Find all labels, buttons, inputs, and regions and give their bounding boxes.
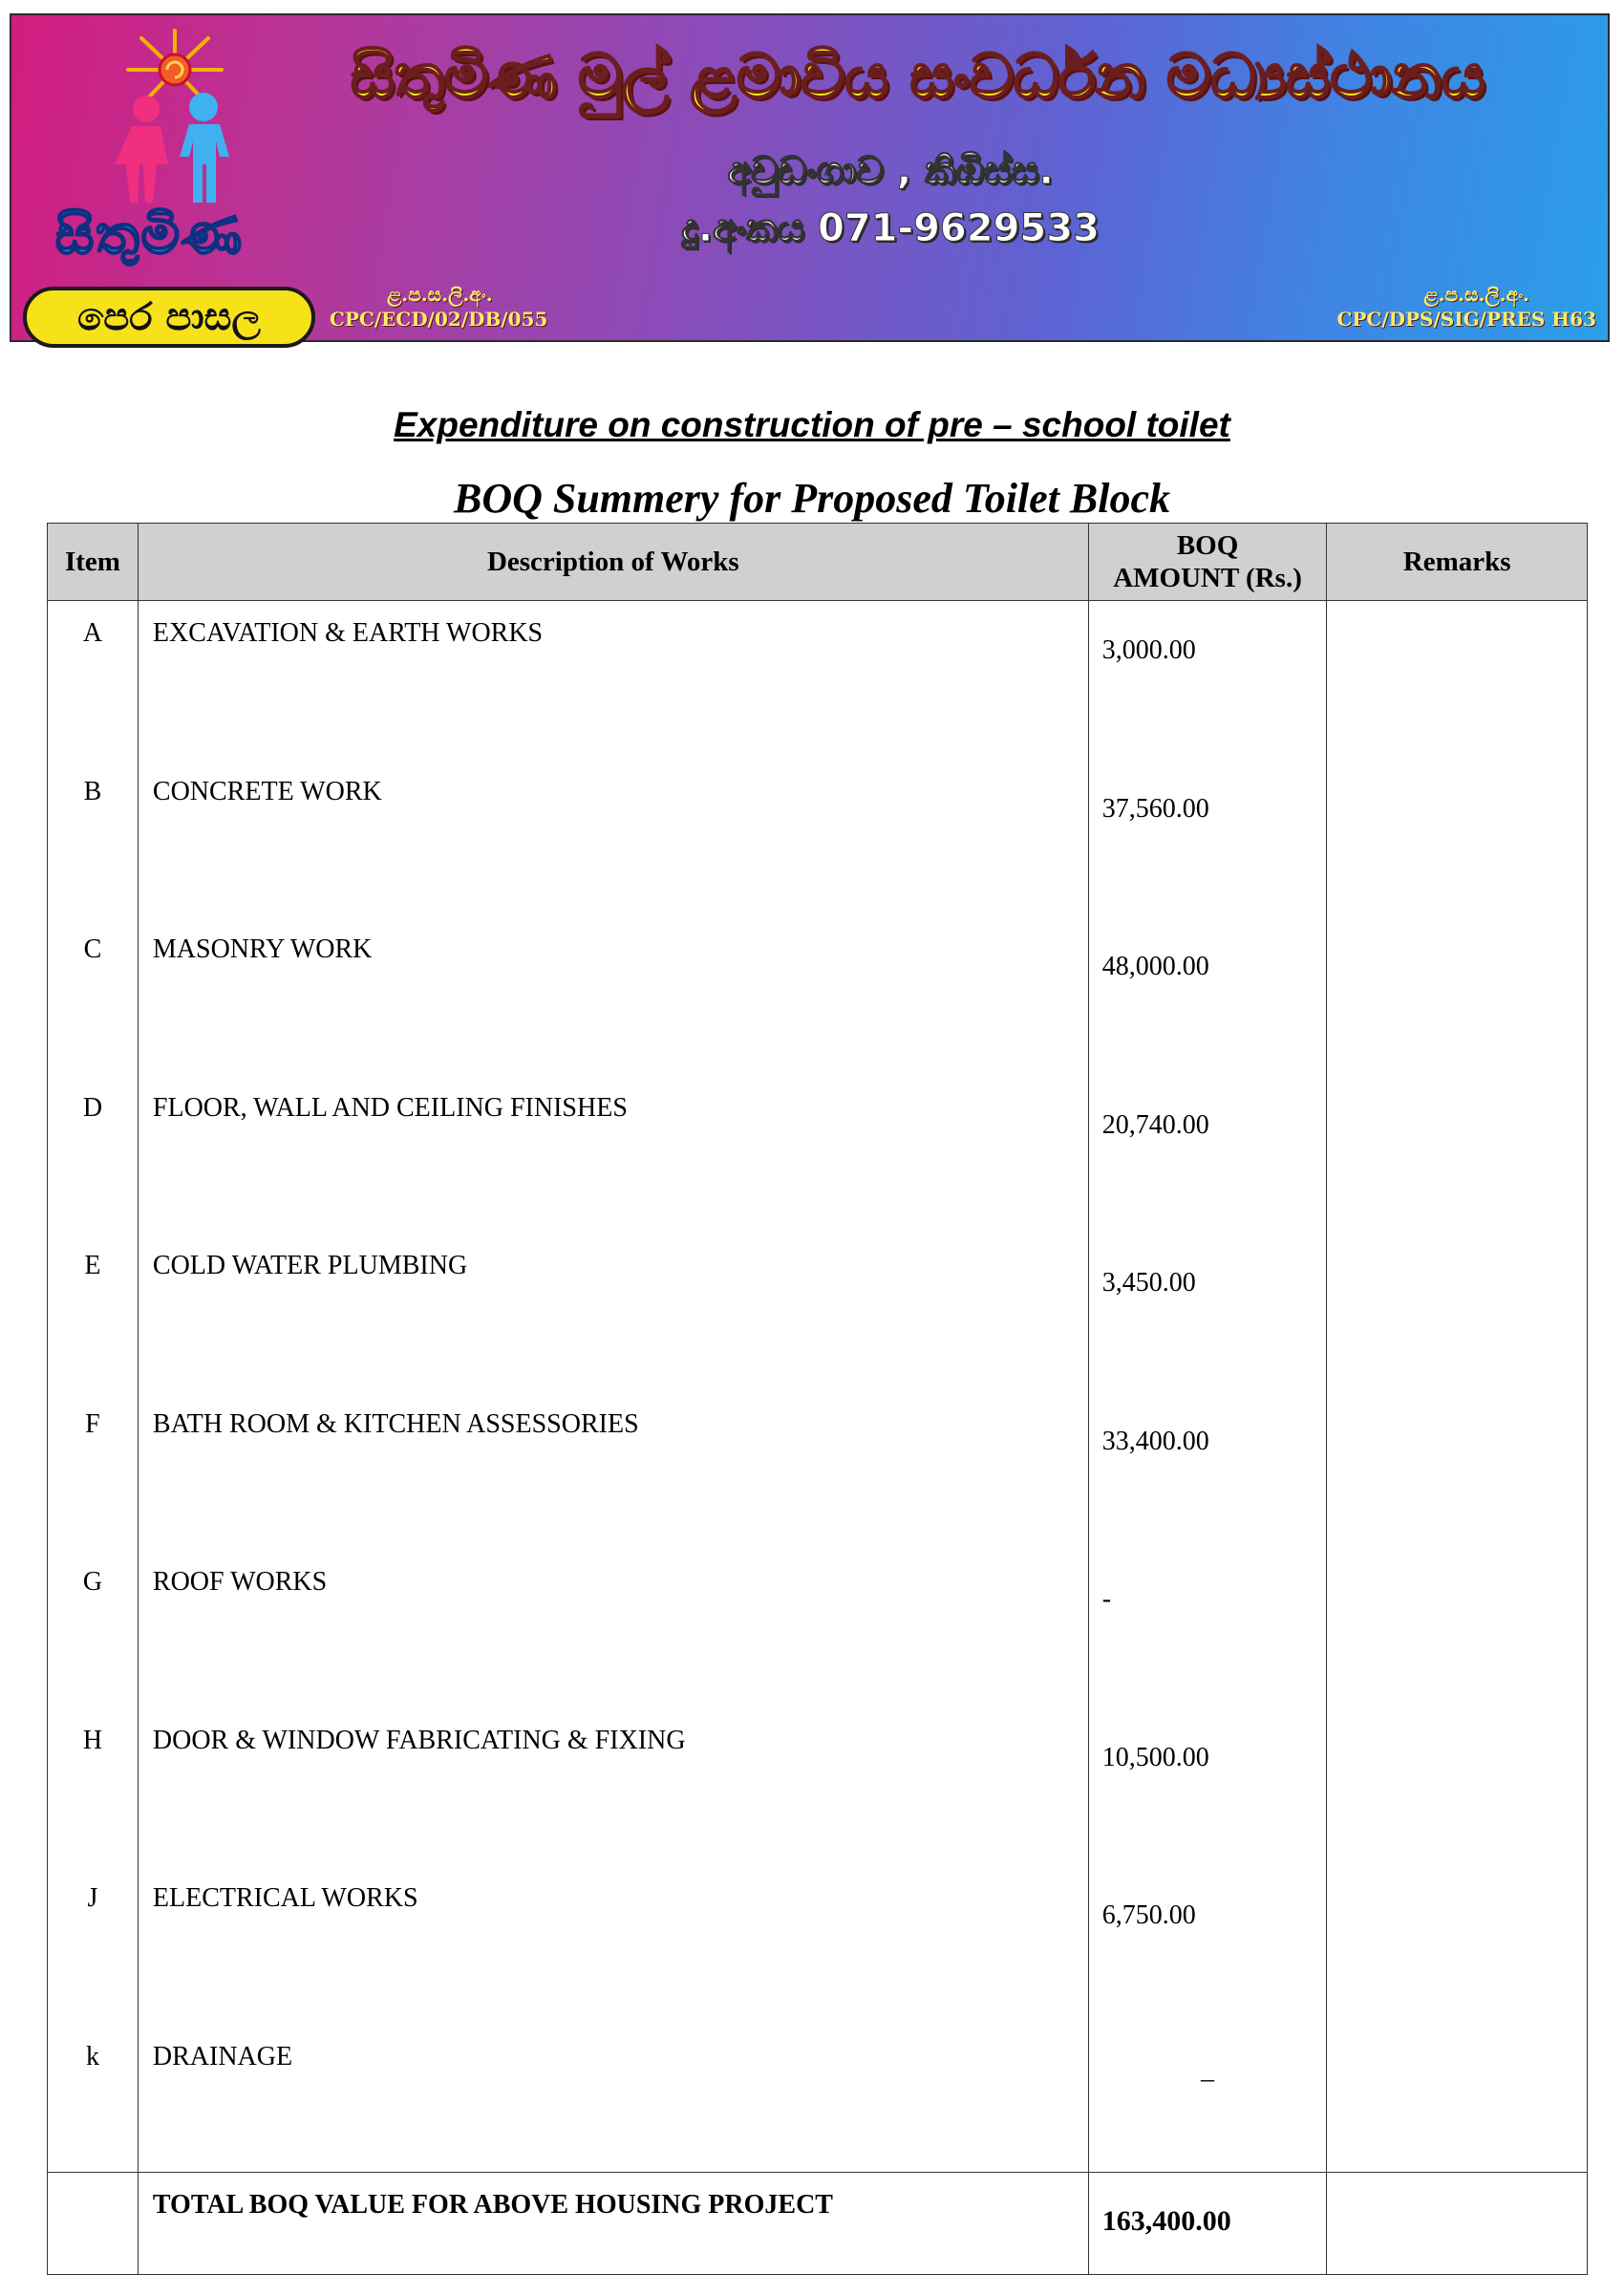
registration-right-code: CPC/DPS/SIG/PRES H63 [1336, 308, 1596, 331]
header-amount-line2: AMOUNT (Rs.) [1113, 563, 1302, 593]
row-remarks [1327, 1550, 1588, 1708]
row-amount: - [1088, 1550, 1327, 1708]
total-remarks [1327, 2172, 1588, 2274]
row-item-code: A [48, 601, 139, 760]
row-remarks [1327, 601, 1588, 760]
row-item-code: D [48, 1076, 139, 1234]
row-item-code: B [48, 760, 139, 918]
logo-script-text: සිතුමිණ [55, 204, 244, 267]
row-description: DOOR & WINDOW FABRICATING & FIXING [138, 1708, 1088, 1867]
header-remarks: Remarks [1327, 524, 1588, 601]
row-amount: 37,560.00 [1088, 760, 1327, 918]
letterhead-banner [10, 13, 1610, 342]
table-row [48, 601, 1588, 760]
registration-right [1336, 283, 1596, 331]
row-remarks [1327, 917, 1588, 1076]
row-amount: 3,450.00 [1088, 1234, 1327, 1392]
registration-right-label: ළ.ප.ස.ලි.අං. [1423, 283, 1529, 306]
row-amount: _ [1088, 2025, 1327, 2173]
row-description: COLD WATER PLUMBING [138, 1234, 1088, 1392]
table-row [48, 1550, 1588, 1708]
boq-summary-heading: BOQ Summery for Proposed Toilet Block [453, 475, 1171, 522]
institution-address: අවුඩංගාව , කිඹිස්ස. [727, 149, 1054, 193]
table-row [48, 1076, 1588, 1234]
row-amount: 3,000.00 [1088, 601, 1327, 760]
total-row [48, 2172, 1588, 2274]
preschool-logo [17, 23, 323, 338]
total-amount: 163,400.00 [1088, 2172, 1327, 2274]
boq-table [47, 523, 1588, 2275]
row-item-code: F [48, 1392, 139, 1551]
row-description: ELECTRICAL WORKS [138, 1866, 1088, 2025]
header-item: Item [48, 524, 139, 601]
row-remarks [1327, 760, 1588, 918]
table-row [48, 1708, 1588, 1867]
institution-phone: දු.අංකය 071-9629533 [681, 206, 1100, 250]
row-item-code: G [48, 1550, 139, 1708]
row-amount: 20,740.00 [1088, 1076, 1327, 1234]
row-amount: 10,500.00 [1088, 1708, 1327, 1867]
header-amount [1088, 524, 1327, 601]
row-remarks [1327, 1234, 1588, 1392]
children-icon [103, 90, 246, 204]
row-description: EXCAVATION & EARTH WORKS [138, 601, 1088, 760]
institution-name: සිතුමිණ මුල් ළමාවිය සංවර්ධන මධ්‍යස්ථානය [351, 42, 1485, 113]
row-remarks [1327, 1866, 1588, 2025]
registration-left-code: CPC/ECD/02/DB/055 [330, 308, 548, 331]
row-item-code: C [48, 917, 139, 1076]
header-description: Description of Works [138, 524, 1088, 601]
row-remarks [1327, 1392, 1588, 1551]
table-header [48, 524, 1588, 601]
document-heading: Expenditure on construction of pre – school toilet [394, 405, 1230, 444]
registration-left-label: ළ.ප.ස.ලි.අං. [387, 283, 493, 306]
row-description: CONCRETE WORK [138, 760, 1088, 918]
header-amount-line1: BOQ [1176, 530, 1239, 561]
row-description: ROOF WORKS [138, 1550, 1088, 1708]
table-row [48, 917, 1588, 1076]
table-row [48, 1234, 1588, 1392]
row-description: MASONRY WORK [138, 917, 1088, 1076]
table-row [48, 1866, 1588, 2025]
row-remarks [1327, 2025, 1588, 2173]
row-amount: 48,000.00 [1088, 917, 1327, 1076]
registration-left [330, 283, 547, 331]
row-remarks [1327, 1708, 1588, 1867]
row-description: BATH ROOM & KITCHEN ASSESSORIES [138, 1392, 1088, 1551]
total-item-code [48, 2172, 139, 2274]
row-item-code: J [48, 1866, 139, 2025]
row-amount: 6,750.00 [1088, 1866, 1327, 2025]
table-row [48, 760, 1588, 918]
preschool-badge: පෙර පාසල [23, 287, 315, 348]
row-remarks [1327, 1076, 1588, 1234]
total-description: TOTAL BOQ VALUE FOR ABOVE HOUSING PROJECT [138, 2172, 1088, 2274]
row-description: FLOOR, WALL AND CEILING FINISHES [138, 1076, 1088, 1234]
row-item-code: E [48, 1234, 139, 1392]
table-row [48, 2025, 1588, 2173]
row-item-code: k [48, 2025, 139, 2173]
row-amount: 33,400.00 [1088, 1392, 1327, 1551]
table-row [48, 1392, 1588, 1551]
row-description: DRAINAGE [138, 2025, 1088, 2173]
row-item-code: H [48, 1708, 139, 1867]
